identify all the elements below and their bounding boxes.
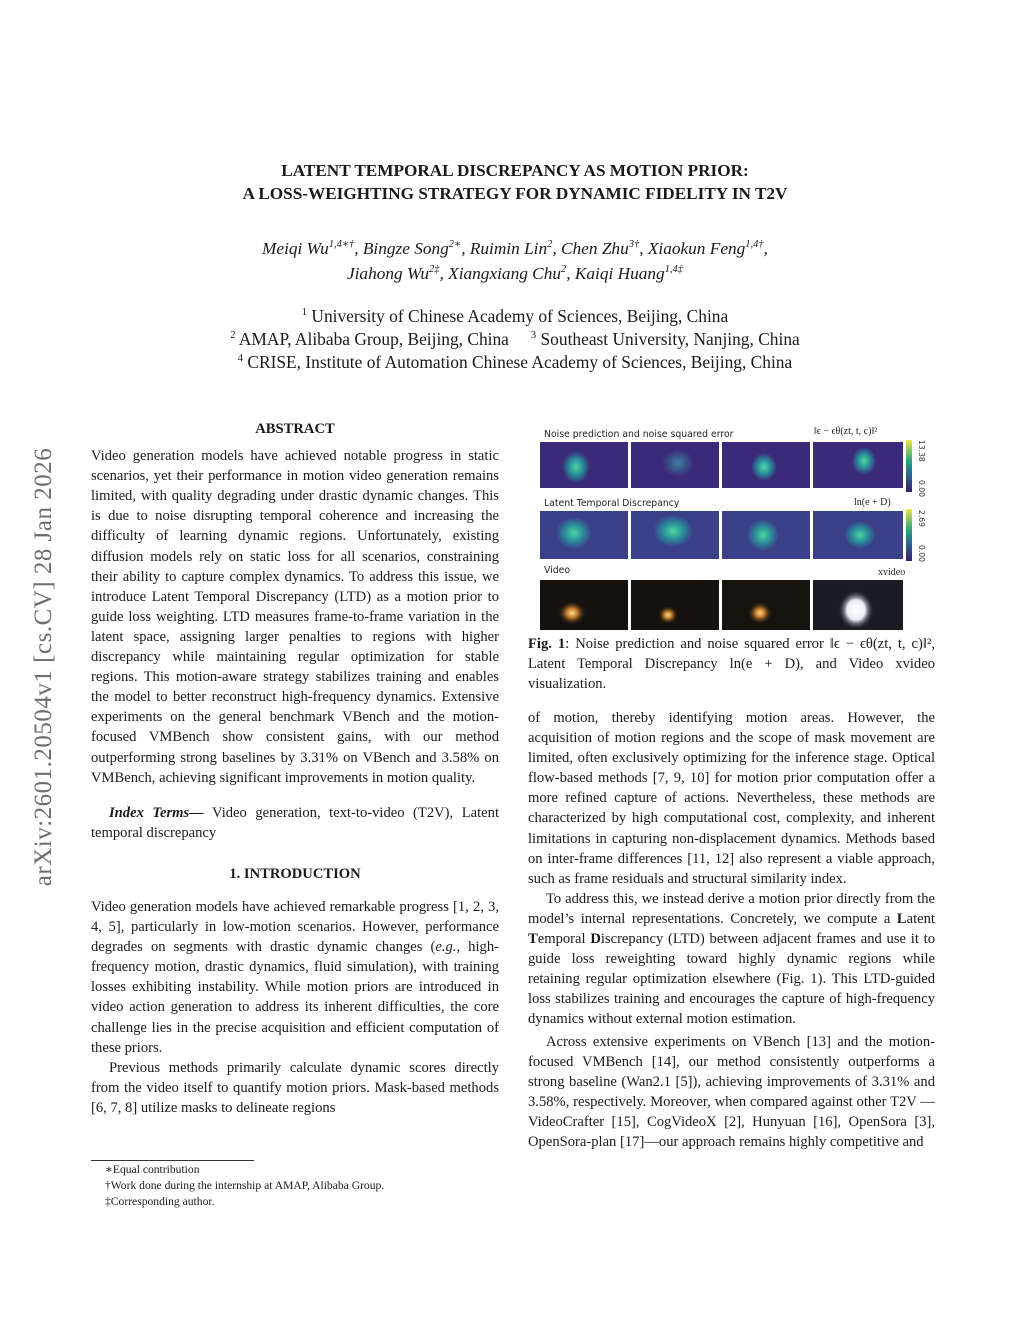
affil-num: 3 <box>530 330 537 342</box>
row2-heatmaps <box>540 511 903 559</box>
author-name: Chen Zhu <box>561 239 629 258</box>
affiliations <box>120 305 910 374</box>
row2-max-tick: 2.69 <box>917 510 926 527</box>
text-run-bold: T <box>528 931 538 948</box>
row1-math: ‖ϵ − ϵθ(zt, t, c)‖² <box>814 426 878 437</box>
figure-1-canvas <box>538 423 934 635</box>
author-name: Bingze Song <box>362 239 449 258</box>
affil-num: 2 <box>230 330 236 342</box>
row1-max-tick: 13.38 <box>917 440 926 462</box>
affiliation-4 <box>120 351 910 374</box>
colorbar-2 <box>906 509 912 561</box>
author-sup: 1,4† <box>745 239 764 251</box>
text-run-bold: D <box>590 931 601 948</box>
abstract-heading: ABSTRACT <box>255 421 335 437</box>
text-run: Video generation models have achieved remarkable progress [1, 2, 3, 4, 5], particularly in low-motion scenarios. However, performance degrades on segments with drastic dynamic changes ( <box>91 898 499 956</box>
video-light <box>658 606 678 624</box>
heatmap-blob <box>562 451 590 483</box>
affiliation-3 <box>531 328 800 351</box>
text-run: emporal <box>537 931 591 948</box>
affil-text: CRISE, Institute of Automation Chinese Academy of Sciences, Beijing, China <box>247 352 793 372</box>
author-name: Meiqi Wu <box>262 239 329 258</box>
author-name: Xiangxiang Chu <box>448 264 561 283</box>
caption-body: : Noise prediction and noise squared error ‖ϵ − ϵθ(zt, t, c)‖², Latent Temporal Discrepancy ln(e + D), and Video xvideo visualization. <box>528 636 935 693</box>
row2-min-tick: 0.00 <box>917 545 926 562</box>
index-terms-text: Video generation, text-to-video (T2V), Latent temporal discrepancy <box>91 804 499 841</box>
author-sup: 2‡ <box>429 264 440 276</box>
arxiv-id: arXiv:2601.20504v1 [cs.CV] 28 Jan 2026 <box>30 447 57 887</box>
author-name: Kaiqi Huang <box>574 264 665 283</box>
paper-title <box>130 159 900 205</box>
text-run: , high-frequency motion, drastic dynamics, fluid simulation), with training losses exhibiting instability. While motion priors are introduced in video action generation to address its inherent difficulties, the core challenge lies in the precise acquisition and efficient computation of these priors. <box>91 939 499 1056</box>
author-sup: 1,4∗† <box>328 239 355 251</box>
index-terms <box>91 803 499 843</box>
author-sup: 2 <box>560 264 567 276</box>
intro-paragraph-4 <box>528 889 935 1030</box>
colorbar-1 <box>906 440 912 492</box>
text-run: iscrepancy (LTD) between adjacent frames and use it to guide loss reweighting toward highly dynamic regions while retaining regular optimization elsewhere (Fig. 1). This LTD-guided loss stabilizes training and encourages the capture of high-frequency dynamics without external motion estimation. <box>528 931 935 1028</box>
affiliation-1 <box>120 305 910 328</box>
intro-paragraph-3: of motion, thereby identifying motion areas. However, the acquisition of motion regions and the scope of mask movement are limited, often exclusively optimizing for the inference stage. Optical flow-based methods [7, 9, 10] for motion prior computation offer a more refined capture of actions. Nevertheless, these methods are characterized by high computational cost, complexity, and inherent limitations in capturing non-displacement dynamics. Methods based on inter-frame differences [11, 12] also represent a viable approach, such as frame residuals and structural similarity index. <box>528 710 935 887</box>
author-line-1: Meiqi $Wu^{1,4∗\dagger}$, Bingze Song$^{2∗}$, Ruimin Lin$^2$, Chen Zhu$^{3\dagger}$, Xiaokun Feng$^{1,4\dagger}$, <box>262 239 768 258</box>
figure-1 <box>538 423 934 635</box>
author-line-2: Jiahong $Wu^{2\ddagger}$, Xiangxiang Chu$^2$, Kaiqi Huang$^{1,4\ddagger}$ <box>346 264 684 283</box>
row1-min-tick: 0.00 <box>917 480 926 497</box>
author-name: Xiaokun Feng <box>647 239 746 258</box>
row1-heatmaps <box>540 442 903 488</box>
author-name: Ruimin Lin <box>469 239 548 258</box>
footnote-rule <box>91 1160 254 1161</box>
text-run-italic: e.g. <box>435 939 457 956</box>
affil-num: 1 <box>301 307 308 319</box>
video-light <box>558 601 586 625</box>
text-run: atent <box>906 910 935 927</box>
intro-heading: 1. INTRODUCTION <box>229 865 361 882</box>
footnote-equal-contribution: ∗Equal contribution <box>105 1163 200 1176</box>
video-frame-1 <box>540 580 628 630</box>
author-name: Jiahong Wu <box>346 264 430 283</box>
row2-label: Latent Temporal Discrepancy <box>544 498 680 509</box>
caption-text <box>528 634 935 694</box>
row3-video-frames <box>540 580 903 630</box>
affiliation-2 <box>230 328 509 351</box>
author-sup: 3† <box>628 239 640 251</box>
left-column <box>91 419 499 1118</box>
heatmap-blob <box>844 521 876 549</box>
affil-text: AMAP, Alibaba Group, Beijing, China <box>238 329 509 349</box>
figure-caption <box>528 634 935 694</box>
heatmap-blob <box>653 515 693 547</box>
row1-label: Noise prediction and noise squared error <box>544 429 734 440</box>
affil-text: Southeast University, Nanjing, China <box>540 329 800 349</box>
heatmap-blob <box>556 517 592 549</box>
title-line-1: LATENT TEMPORAL DISCREPANCY AS MOTION PRIOR: <box>281 161 749 180</box>
affiliation-line-2 <box>120 328 910 351</box>
video-frame-2 <box>631 580 719 630</box>
intro-paragraph-2: Previous methods primarily calculate dynamic scores directly from the video itself to quantify motion priors. Mask-based methods [6, 7, 8] utilize masks to delineate regions <box>91 1059 499 1116</box>
text-run: To address this, we instead derive a motion prior directly from the model’s internal representations. Concretely, we compute a <box>528 890 935 927</box>
row3-math: xvideo <box>878 567 906 578</box>
footnote-internship: †Work done during the internship at AMAP, Alibaba Group. <box>105 1179 385 1192</box>
caption-label: Fig. 1 <box>528 636 566 652</box>
video-flash <box>838 588 874 628</box>
right-column <box>528 708 935 1152</box>
abstract-text: Video generation models have achieved notable progress in static scenarios, yet their performance in motion video generation remains limited, with quality degrading under drastic dynamic changes. This is due to noise disrupting temporal coherence and increasing the difficulty of learning dynamic regions. Unfortunately, existing diffusion models rely on static loss for all scenarios, constraining their ability to capture complex dynamics. To address this issue, we introduce Latent Temporal Discrepancy (LTD) as a motion prior to guide loss weighting. LTD measures frame-to-frame variation in the latent space, assigning larger penalties to regions with higher discrepancy while maintaining regular optimization for stable regions. This motion-aware strategy stabilizes training and enables the model to better reconstruct high-frequency dynamics. Extensive experiments on the general benchmark VBench and the motion-focused VMBench show consistent gains, with our method outperforming strong baselines by 3.31% on VBench and 3.58% on VMBench, achieving significant improvements in motion quality. <box>91 448 499 786</box>
author-sup: 2 <box>547 239 553 251</box>
author-list <box>120 236 910 286</box>
author-sup: 2∗ <box>448 239 462 251</box>
intro-paragraph-1 <box>91 897 499 1058</box>
affil-num: 4 <box>237 353 244 365</box>
heatmap-blob <box>747 519 779 551</box>
row3-label: Video <box>544 565 571 576</box>
heatmap-blob <box>852 447 876 475</box>
heatmap-blob <box>662 449 694 477</box>
row2-math: ln(e + D) <box>854 497 891 508</box>
affil-text: University of Chinese Academy of Sciences, Beijing, China <box>311 306 729 326</box>
video-light <box>748 602 772 624</box>
author-sup: 1,4‡ <box>664 264 684 276</box>
text-run-bold: L <box>896 910 907 927</box>
heatmap-blob <box>751 453 777 481</box>
arxiv-sidebar <box>24 372 64 962</box>
title-line-2: A LOSS-WEIGHTING STRATEGY FOR DYNAMIC FIDELITY IN T2V <box>242 184 788 203</box>
footnote-corresponding: ‡Corresponding author. <box>105 1195 215 1208</box>
intro-paragraph-5: Across extensive experiments on VBench [13] and the motion-focused VMBench [14], our method consistently outperforms a strong baseline (Wan2.1 [5]), achieving improvements of 3.31% and 3.58%, respectively. Moreover, when compared against other T2V —VideoCrafter [15], CogVideoX [2], Hunyuan [16], OpenSora [3], OpenSora-plan [17]—our approach remains highly competitive and <box>528 1033 935 1150</box>
index-terms-label: Index Terms— <box>109 804 204 821</box>
footnotes <box>105 1162 505 1210</box>
